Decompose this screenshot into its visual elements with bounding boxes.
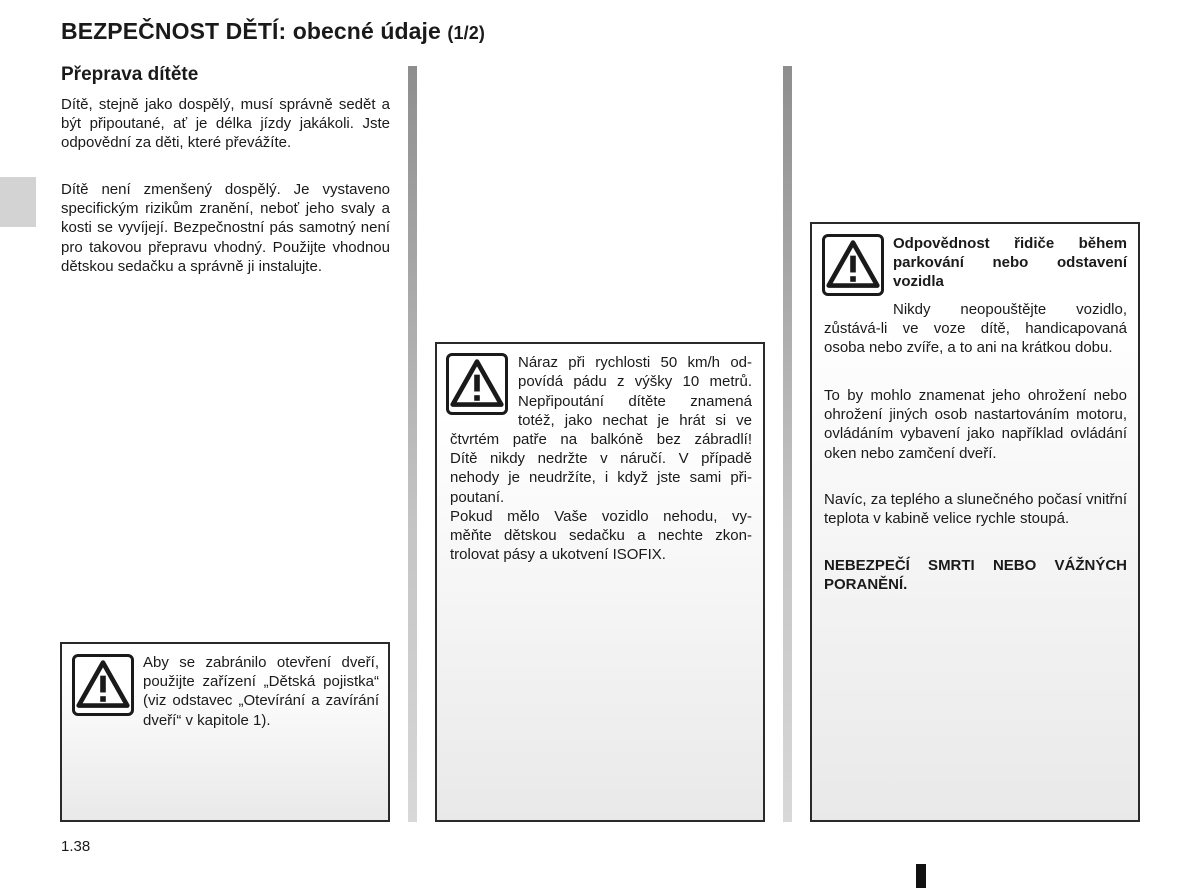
driver-responsibility-paragraph-2: To by mohlo znamenat jeho ohrožení nebo ohrožení jiných osob nastartováním motoru, ovládáním vybavení jako například ovládání oken nebo zamčení dveří. xyxy=(824,387,1127,462)
intro-paragraph-2: Dítě není zmenšený dospělý. Je vystaveno specifickým rizikům zranění, neboť jeho svaly a kosti se vyvíjejí. Bezpečnostní pás samotný není pro takovou přepravu vhodný. Použijte vhodnou dětskou sedačku a správně ji instalujte. xyxy=(61,181,390,275)
driver-responsibility-heading: Odpovědnost řidiče během parkování nebo odstavení vozidla xyxy=(893,235,1127,291)
page-edge-mark xyxy=(916,864,926,888)
warning-triangle-icon xyxy=(822,234,884,296)
section-heading: Přeprava dítěte xyxy=(61,64,199,85)
impact-warning-line-1: Náraz při rychlosti 50 km/h od- xyxy=(518,354,752,371)
impact-warning-box xyxy=(435,342,765,822)
child-lock-warning-text: Aby se zabránilo otevření dveří, použijte zařízení „Dětská pojistka“ (viz odstavec „Otevírání a zavírání dveří“ v kapitole 1). xyxy=(143,654,379,729)
column-divider-right xyxy=(783,66,792,822)
danger-statement: NEBEZPEČÍ SMRTI NEBO VÁŽNÝCH PORANĚNÍ. xyxy=(824,557,1127,594)
impact-warning-line-4: totéž, jako nechat je hrát si ve xyxy=(518,412,752,429)
warning-triangle-icon xyxy=(446,353,508,415)
impact-warning-line-9: Pokud mělo Vaše vozidlo nehodu, vy- xyxy=(450,508,752,525)
child-lock-warning-box xyxy=(60,642,390,822)
impact-warning-line-6: Dítě nikdy nedržte v náručí. V případě xyxy=(450,450,752,467)
warning-triangle-icon xyxy=(72,654,134,716)
page-title: BEZPEČNOST DĚTÍ: obecné údaje (1/2) xyxy=(61,18,485,44)
title-part: (1/2) xyxy=(447,23,485,43)
intro-paragraph-1: Dítě, stejně jako dospělý, musí správně sedět a být připoutané, ať je délka jízdy jakákoli. Jste odpovědní za děti, které převážíte. xyxy=(61,96,390,152)
impact-warning-line-3: Nepřipoutání dítěte znamená xyxy=(518,393,752,410)
page-number: 1.38 xyxy=(61,838,91,855)
driver-responsibility-warning-box xyxy=(810,222,1140,822)
driver-responsibility-paragraph-3: Navíc, za teplého a slunečného počasí vnitřní teplota v kabině velice rychle stoupá. xyxy=(824,491,1127,528)
impact-warning-line-8: poutaní. xyxy=(450,489,505,506)
impact-warning-line-2: povídá pádu z výšky 10 metrů. xyxy=(518,373,752,390)
chapter-side-tab xyxy=(0,177,36,227)
impact-warning-line-7: nehody je neudržíte, i když jste sami při- xyxy=(450,469,752,486)
column-divider-left xyxy=(408,66,417,822)
impact-warning-line-5: čtvrtém patře na balkóně bez zábradlí! xyxy=(450,431,752,448)
impact-warning-line-11: trolovat pásy a ukotvení ISOFIX. xyxy=(450,546,666,563)
impact-warning-line-10: měňte dětskou sedačku a nechte zkon- xyxy=(450,527,752,544)
driver-responsibility-paragraph-1: Nikdy neopouštějte vozidlo, zůstává-li ve voze dítě, handicapovaná osoba nebo zvíře, a to ani na krátkou dobu. xyxy=(824,301,1127,357)
